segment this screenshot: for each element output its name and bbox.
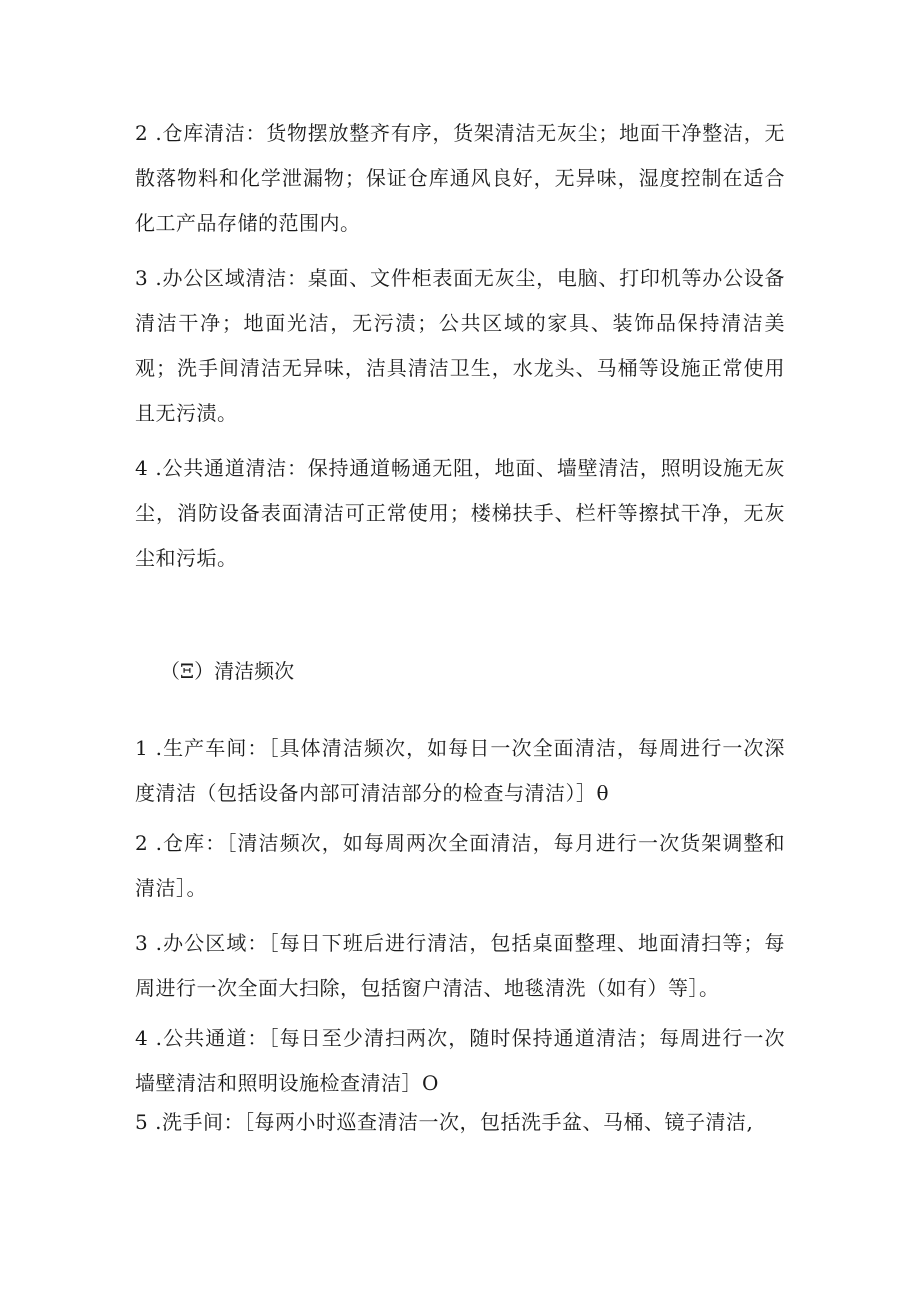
standard-warehouse-paragraph: 2 .仓库清洁：货物摆放整齐有序，货架清洁无灰尘；地面干净整洁，无散落物料和化学泄漏物；保证仓库通风良好，无异味，湿度控制在适合化工产品存储的范围内。 (135, 121, 785, 235)
frequency-workshop-paragraph: 1 .生产车间：［具体清洁频次，如每日一次全面清洁，每周进行一次深度清洁（包括设备内部可清洁部分的检查与清洁）］θ (135, 736, 785, 805)
standard-office-paragraph: 3 .办公区域清洁：桌面、文件柜表面无灰尘，电脑、打印机等办公设备清洁干净；地面光洁，无污渍；公共区域的家具、装饰品保持清洁美观；洗手间清洁无异味，洁具清洁卫生，水龙头、马桶等设施正常使用且无污渍。 (135, 266, 785, 425)
section-heading-frequency: （Ξ）清洁频次 (160, 659, 295, 683)
standard-corridor-paragraph: 4 .公共通道清洁：保持通道畅通无阻，地面、墙壁清洁，照明设施无灰尘，消防设备表面清洁可正常使用；楼梯扶手、栏杆等擦拭干净，无灰尘和污垢。 (135, 456, 785, 570)
frequency-office-paragraph: 3 .办公区域：［每日下班后进行清洁，包括桌面整理、地面清扫等；每周进行一次全面大扫除，包括窗户清洁、地毯清洗（如有）等］。 (135, 931, 785, 1000)
frequency-restroom-paragraph: 5 .洗手间：［每两小时巡查清洁一次，包括洗手盆、马桶、镜子清洁, (135, 1110, 754, 1134)
frequency-corridor-paragraph: 4 .公共通道：［每日至少清扫两次，随时保持通道清洁；每周进行一次墙壁清洁和照明设施检查清洁］O (135, 1026, 785, 1095)
frequency-warehouse-paragraph: 2 .仓库：［清洁频次，如每周两次全面清洁，每月进行一次货架调整和清洁］。 (135, 831, 785, 900)
